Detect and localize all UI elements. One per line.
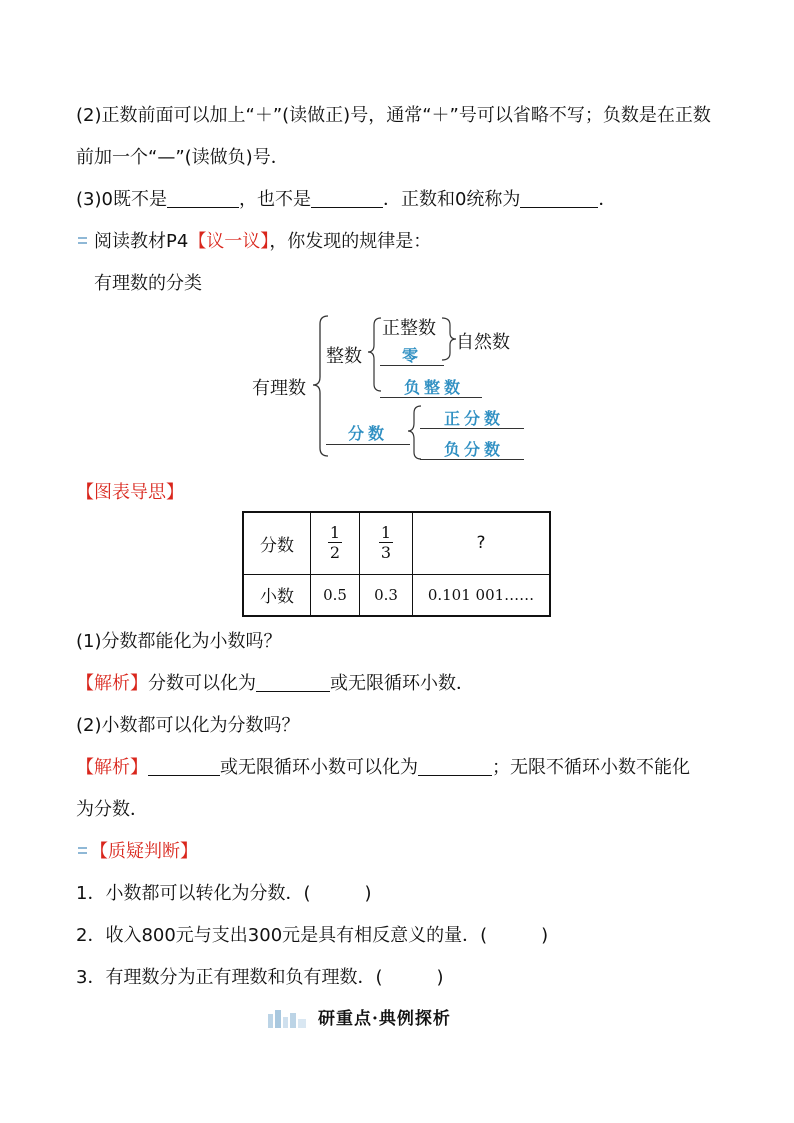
tree-positive-fraction: 正分数 [444,409,505,428]
answer-1 [76,672,474,696]
table-cell: 小数 [243,574,311,616]
item3-part3: ．正数和0统称为 [382,189,521,210]
fraction-numerator: 1 [380,523,392,543]
item2-line2: 前加一个“—”(读做负)号． [76,147,289,168]
tree-integer: 整数 [326,346,362,367]
judgement-3: 3．有理数分为正有理数和负有理数．( ) [76,967,444,988]
table-cell [360,512,413,574]
tree-positive-fraction-underline [420,428,524,429]
fraction-decimal-table [242,511,551,617]
question-1: (1)分数都能化为小数吗？ [76,631,282,652]
item3-part2: ，也不是 [238,189,311,210]
fraction-denominator: 2 [329,543,341,563]
table-row [243,574,550,616]
building-decoration-icon [266,1008,308,1028]
judgement-2: 2．收入800元与支出300元是具有相反意义的量．( ) [76,925,549,946]
section-marker-icon [78,846,87,855]
tree-braces [0,0,794,480]
tree-fraction-underline [326,444,410,445]
table-cell [311,512,360,574]
answer-2 [76,756,690,780]
item3-part1: (3)0既不是 [76,189,167,210]
reading-tag: 【议一议】 [188,231,270,252]
analysis-tag: 【解析】 [76,673,148,694]
chart-guide-title: 【图表导思】 [76,482,184,503]
answer-1-part2: 或无限循环小数． [330,673,474,694]
tree-negative-integer: 负整数 [404,378,465,397]
tree-zero-underline [380,365,444,366]
tree-positive-integer: 正整数 [382,318,436,339]
answer-2-line2: 为分数． [76,799,148,820]
answer-2-part1: 或无限循环小数可以化为 [220,757,418,778]
classification-title: 有理数的分类 [94,273,202,294]
tree-negative-fraction-underline [420,459,524,460]
fraction-numerator: 1 [329,523,341,543]
table-cell: 分数 [243,512,311,574]
table-cell: ? [413,512,551,574]
table-cell: 0.5 [311,574,360,616]
table-row [243,512,550,574]
item2-line1: (2)正数前面可以加上“＋”(读做正)号，通常“＋”号可以省略不写；负数是在正数 [76,105,711,126]
doubt-title: 【质疑判断】 [90,841,198,862]
tree-fraction: 分数 [348,424,389,443]
fraction-denominator: 3 [380,543,392,563]
tree-root: 有理数 [252,378,306,399]
fraction-one-half [328,523,342,562]
answer-2-part2: ；无限不循环小数不能化 [492,757,690,778]
question-2: (2)小数都可以化为分数吗？ [76,715,300,736]
answer-blank-5[interactable] [148,757,220,776]
tree-negative-integer-underline [380,397,482,398]
reading-suffix: ，你发现的规律是： [269,231,432,252]
answer-blank-6[interactable] [418,757,492,776]
section-banner: 研重点·典例探析 [318,1009,451,1029]
tree-natural: 自然数 [456,332,510,353]
tree-zero: 零 [402,346,423,365]
judgement-1: 1．小数都可以转化为分数．( ) [76,883,372,904]
fraction-one-third [379,523,393,562]
table-cell: 0.3 [360,574,413,616]
analysis-tag: 【解析】 [76,757,148,778]
item3-part4: ． [598,189,617,210]
tree-negative-fraction: 负分数 [444,440,505,459]
reading-prefix: 阅读教材P4 [94,231,189,252]
answer-blank-4[interactable] [256,673,330,692]
table-cell: 0.101 001…… [413,574,551,616]
answer-1-part1: 分数可以化为 [148,673,256,694]
